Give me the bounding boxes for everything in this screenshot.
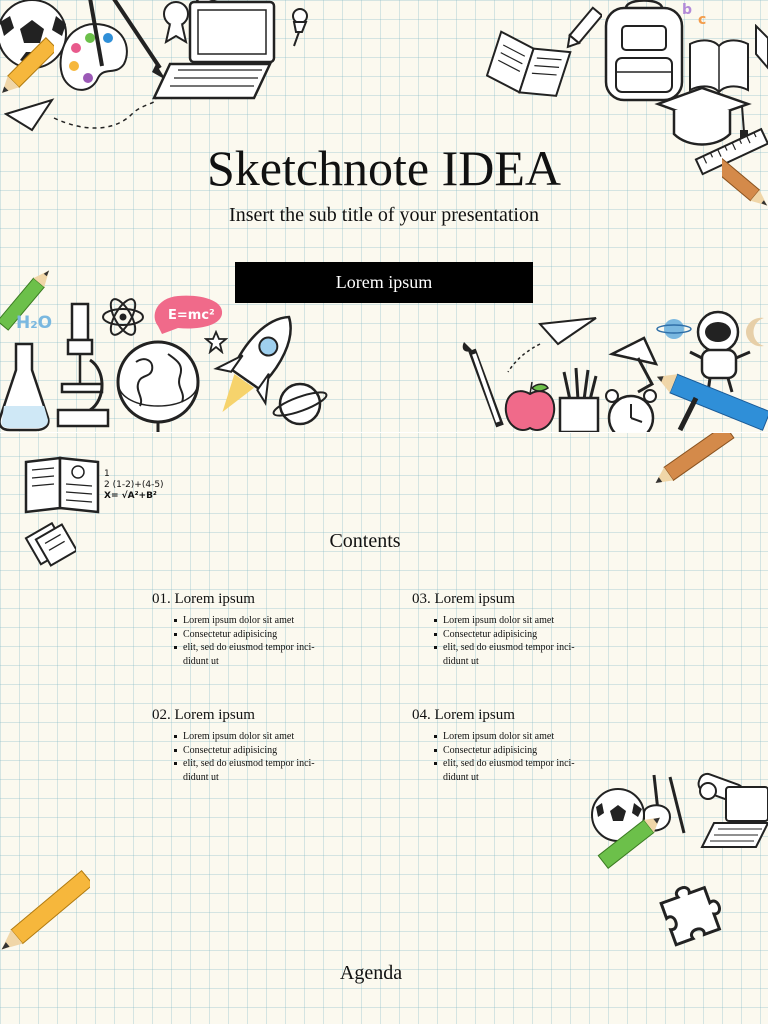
globe-icon [110, 334, 206, 432]
list-item-continuation: didunt ut [443, 655, 479, 667]
bullet-list [412, 730, 642, 784]
paper-plane-icon [4, 92, 164, 138]
list-item: elit, sed do eiusmod tempor inci- [183, 757, 382, 771]
pushpin-icon [284, 6, 314, 48]
list-item: Lorem ipsum dolor sit amet [443, 730, 642, 744]
contents-heading: Contents [329, 530, 401, 552]
textbook-icon [22, 456, 102, 514]
section-title: 02. Lorem ipsum [152, 707, 255, 723]
moon-icon [746, 316, 768, 348]
svg-text:c: c [698, 12, 707, 28]
section-title: 03. Lorem ipsum [412, 591, 515, 607]
puzzle-piece-icon [656, 875, 730, 949]
title-slide [0, 0, 768, 432]
pencil-brown-icon [648, 433, 738, 493]
list-item-continuation: didunt ut [183, 771, 219, 783]
list-item: Consectetur adipisicing [443, 628, 642, 642]
list-item: Lorem ipsum dolor sit amet [183, 614, 382, 628]
laptop-small-icon [694, 785, 768, 855]
pencil-sketch-icon [562, 6, 602, 54]
emc2-label: E=mc² [168, 308, 215, 323]
bullet-list [412, 614, 642, 668]
bullet-list [152, 614, 382, 668]
list-item-continuation: didunt ut [183, 655, 219, 667]
list-item: elit, sed do eiusmod tempor inci- [443, 641, 642, 655]
h2o-label: H₂O [16, 313, 53, 333]
formula-line-1: 1 [104, 469, 110, 479]
pencil-partial-icon [754, 24, 768, 70]
pencil-cup-icon [554, 366, 604, 432]
slide-subtitle: Insert the sub title of your presentation [229, 204, 539, 226]
list-item-continuation: didunt ut [443, 771, 479, 783]
apple-icon [500, 380, 560, 432]
list-item: elit, sed do eiusmod tempor inci- [443, 757, 642, 771]
section-02 [152, 706, 382, 784]
list-item: Lorem ipsum dolor sit amet [443, 614, 642, 628]
open-book-icon [486, 28, 572, 104]
section-title: 04. Lorem ipsum [412, 707, 515, 723]
section-04 [412, 706, 642, 784]
planet-icon [270, 372, 330, 432]
list-item: Consectetur adipisicing [183, 628, 382, 642]
list-item: Lorem ipsum dolor sit amet [183, 730, 382, 744]
slide-title: Sketchnote IDEA [206, 140, 562, 196]
abc-letters-icon [680, 0, 720, 30]
pencil-green-small-icon [592, 813, 668, 869]
list-item: Consectetur adipisicing [443, 744, 642, 758]
agenda-heading: Agenda [339, 962, 403, 984]
section-01 [152, 590, 382, 668]
formula-doodle [104, 469, 164, 502]
formula-line-3: X= √A²+B² [104, 491, 157, 501]
pencil-yellow-large-icon [0, 861, 90, 971]
list-item: elit, sed do eiusmod tempor inci- [183, 641, 382, 655]
list-item: Consectetur adipisicing [183, 744, 382, 758]
bullet-list [152, 730, 382, 784]
pencil-blue-icon [650, 368, 768, 432]
section-03 [412, 590, 642, 668]
flask-icon [0, 340, 52, 432]
pencil-partial-right-icon [676, 396, 700, 432]
contents-slide [0, 433, 768, 1024]
svg-text:b: b [682, 2, 693, 18]
section-title: 01. Lorem ipsum [152, 591, 255, 607]
lorem-ipsum-button[interactable]: Lorem ipsum [235, 262, 533, 303]
laptop-icon [150, 0, 282, 102]
h2o-icon [14, 306, 54, 336]
paper-plane-small-icon [500, 314, 600, 374]
formula-line-2: 2 (1-2)+(4-5) [104, 480, 164, 490]
